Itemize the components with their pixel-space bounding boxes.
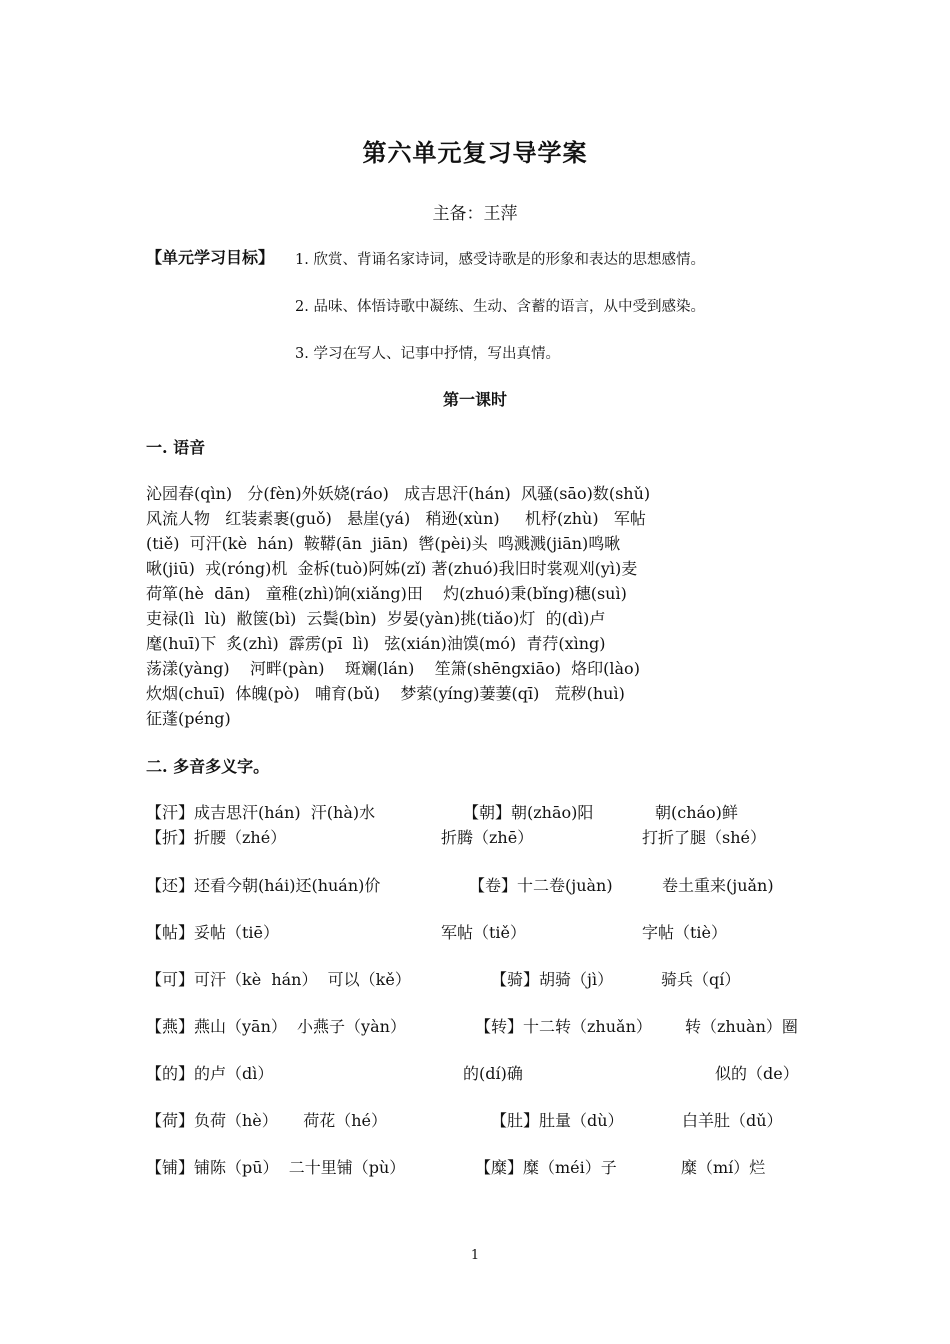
polyphone-entry: 朝(cháo)鲜 xyxy=(655,803,738,822)
polyphone-entry: 折腾（zhē） xyxy=(441,828,534,847)
polyphone-entry: 白羊肚（dǔ） xyxy=(682,1111,783,1130)
pronunciation-block xyxy=(146,481,826,731)
page-number: 1 xyxy=(470,1248,480,1263)
polyphone-entry: 【汗】成吉思汗(hán) 汗(hà)水 xyxy=(146,803,376,822)
pronunciation-line: 风流人物 红装素裹(guǒ) 悬崖(yá) 稍逊(xùn) 机杼(zhù) 军帖 xyxy=(146,509,646,528)
polyphone-entry: 卷土重来(juǎn) xyxy=(662,876,774,895)
polyphone-entry: 【折】折腰（zhé） xyxy=(146,828,287,847)
polyphone-entry: 【燕】燕山（yān） 小燕子（yàn） xyxy=(146,1017,406,1036)
polyphone-entry: 【朝】朝(zhāo)阳 xyxy=(463,803,594,822)
polyphone-entry: 军帖（tiě） xyxy=(441,923,527,942)
polyphone-entry: 【转】十二转（zhuǎn） xyxy=(475,1017,652,1036)
goals-label: 【单元学习目标】 xyxy=(146,248,275,267)
polyphone-entry: 【可】可汗（kè hán） 可以（kě） xyxy=(146,970,411,989)
pronunciation-line: (tiě) 可汗(kè hán) 鞍鞯(ān jiān) 辔(pèi)头 鸣溅溅(jiān)鸣啾 xyxy=(146,534,621,553)
polyphone-entry: 【肚】肚量（dù） xyxy=(491,1111,624,1130)
polyphone-entry: 的(dí)确 xyxy=(463,1064,523,1083)
polyphone-entry: 【帖】妥帖（tiē） xyxy=(146,923,280,942)
pronunciation-line: 荡漾(yàng) 河畔(pàn) 斑斓(lán) 笙箫(shēngxiāo) 烙印(lào) xyxy=(146,659,640,678)
polyphone-entry: 【还】还看今朝(hái)还(huán)价 xyxy=(146,876,381,895)
polyphone-entry: 【荷】负荷（hè） 荷花（hé） xyxy=(146,1111,387,1130)
pronunciation-line: 麾(huī)下 炙(zhì) 霹雳(pī lì) 弦(xián)油馍(mó) 青荇(xìng) xyxy=(146,634,606,653)
pronunciation-line: 沁园春(qìn) 分(fèn)外妖娆(ráo) 成吉思汗(hán) 风骚(sāo)数(shǔ) xyxy=(146,484,651,503)
polyphone-entry: 【卷】十二卷(juàn) xyxy=(469,876,613,895)
pronunciation-line: 荷箪(hè dān) 童稚(zhì)饷(xiǎng)田 灼(zhuó)秉(bǐng)穗(suì) xyxy=(146,584,627,603)
goal-item-3: 3. 学习在写人、记事中抒情，写出真情。 xyxy=(295,346,560,362)
pronunciation-line: 吏禄(lì lù) 敝箧(bì) 云鬓(bìn) 岁晏(yàn)挑(tiǎo)灯 的(dì)卢 xyxy=(146,609,606,628)
polyphone-entry: 似的（de） xyxy=(715,1064,799,1083)
polyphone-entry: 转（zhuàn）圈 xyxy=(685,1017,798,1036)
polyphone-entry: 【骑】胡骑（jì） xyxy=(491,970,614,989)
goal-item-1: 1. 欣赏、背诵名家诗词，感受诗歌是的形象和表达的思想感情。 xyxy=(295,252,705,268)
section-heading-pronunciation: 一. 语音 xyxy=(146,438,206,457)
pronunciation-line: 征蓬(péng) xyxy=(146,709,231,728)
lesson-title: 第一课时 xyxy=(442,390,507,409)
section-heading-polyphones: 二. 多音多义字。 xyxy=(146,757,270,776)
polyphone-entry: 糜（mí）烂 xyxy=(681,1158,766,1177)
pronunciation-line: 炊烟(chuī) 体魄(pò) 哺育(bǔ) 梦萦(yíng)萋萋(qī) 荒秽(huì) xyxy=(146,684,625,703)
goal-item-2: 2. 品味、体悟诗歌中凝练、生动、含蓄的语言，从中受到感染。 xyxy=(295,299,705,315)
polyphone-entry: 骑兵（qí） xyxy=(661,970,741,989)
pronunciation-line: 啾(jiū) 戎(róng)机 金柝(tuò)阿姊(zǐ) 著(zhuó)我旧时裳观刈(yì)麦 xyxy=(146,559,638,578)
author-line: 主备：王萍 xyxy=(432,204,518,224)
polyphone-entry: 打折了腿（shé） xyxy=(642,828,766,847)
polyphone-entry: 【铺】铺陈（pū） 二十里铺（pù） xyxy=(146,1158,406,1177)
polyphone-entry: 【糜】糜（méi）子 xyxy=(475,1158,617,1177)
polyphone-entry: 字帖（tiè） xyxy=(642,923,728,942)
polyphone-entry: 【的】的卢（dì） xyxy=(146,1064,274,1083)
page-title: 第六单元复习导学案 xyxy=(362,138,588,167)
